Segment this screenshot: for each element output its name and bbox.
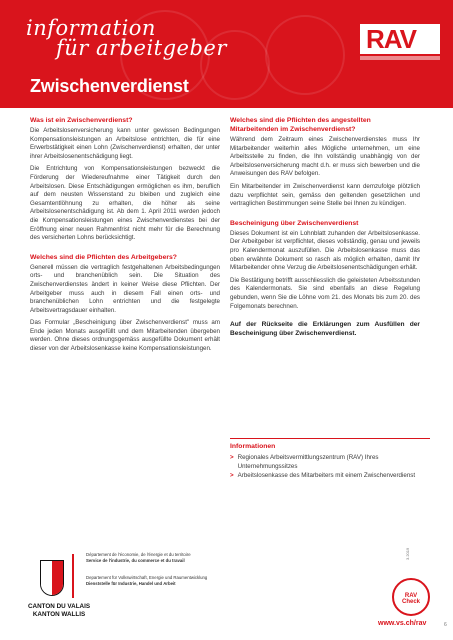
- section-heading: Was ist ein Zwischenverdienst?: [30, 117, 133, 124]
- paragraph: Die Arbeitslosenversicherung kann unter gewissen Bedingungen Kompensationsleistungen an Arbeitslose entrichten, die für eine Erwerbstätigkeit einen Lohn (Zwischenverdienst) erhalten, der unter ihrer Arbeitslosenentschädigung liegt.: [30, 127, 220, 160]
- department-de: Departement für Volkswirtschaft, Energie und Raumentwicklung Dienststelle für Industrie, Handel und Arbeit: [86, 575, 208, 586]
- script-line-1: information: [26, 16, 156, 40]
- paragraph: Die Entrichtung von Kompensationsleistungen bezweckt die Förderung der Wiedereufnahme einer Tätigkeit durch den Arbeitslosen. Diese Entschädigungen ermöglichen es ihm, beruflich auf dem neusten Wissenstand zu bleiben und zugleich eine Gesamtentlöhnung zu erhalten, die höher als seine Arbeitslosenentschädigung ist. Ab dem 1. April 2011 werden jedoch die Kompensationsleistungen eines Zwischenverdienstes bei der Eröffnung einer neuen Rahmenfrist nicht mehr für die Berechnung des versicherten Lohns berücksichtigt.: [30, 165, 220, 242]
- rav-logo-text: RAV: [366, 24, 416, 54]
- paragraph: Ein Mitarbeitender im Zwischenverdienst kann demzufolge plötzlich dazu verpflichtet sein, gemäss den geltenden gesetzlichen und vertraglichen Bestimmungen seine Stelle bei Ihnen zu kündigen.: [230, 182, 420, 208]
- canton-crest-icon: [40, 560, 64, 596]
- department-fr: Département de l'économie, de l'énergie et du territoire Service de l'industrie, du commerce et du travail: [86, 552, 191, 563]
- print-code: 3.2019: [405, 547, 410, 560]
- right-column: [230, 116, 420, 342]
- list-item: > Arbeitslosenkasse des Mitarbeiters mit einem Zwischenverdienst: [230, 472, 416, 479]
- information-heading: Informationen: [230, 443, 276, 450]
- canton-name: CANTON DU VALAIS KANTON WALLIS: [28, 603, 91, 618]
- footer-divider: [72, 554, 74, 598]
- script-line-2: für arbeitgeber: [56, 36, 227, 60]
- page-number: 6: [444, 622, 447, 628]
- paragraph: Generell müssen die vertraglich festgehaltenen Arbeitsbedingungen orts- und branchenüblich sein. Die Situation des Zwischenverdienstes ändert in keiner Weise diese Pflichten. Der Arbeitgeber muss auch in diesem Fall einen orts- und branchenüblichen Lohn entrichten und die festgelegte Arbeitsvertragsdauer einhalten.: [30, 263, 220, 314]
- rav-logo: [360, 24, 440, 54]
- left-column: [30, 116, 220, 358]
- back-side-note: Auf der Rückseite die Erklärungen zum Ausfüllen der Bescheinigung über Zwischenverdienst.: [230, 321, 420, 337]
- chevron-right-icon: >: [230, 472, 234, 479]
- section-heading: Welches sind die Pflichten des angestellten Mitarbeitenden im Zwischenverdienst?: [230, 117, 371, 133]
- page-title: Zwischenverdienst: [30, 76, 189, 96]
- paragraph: Während dem Zeitraum eines Zwischenverdienstes muss Ihr Mitarbeitender weiterhin alles Mögliche unternehmen, um eine Arbeitsstelle zu finden, die Ihn vollständig unabhängig von der Arbeitslosenversicherung macht d.h. er muss sich bewerben und die Anweisungen des RAV befolgen.: [230, 136, 420, 178]
- website-link[interactable]: www.vs.ch/rav: [378, 620, 427, 627]
- paragraph: Dieses Dokument ist ein Lohnblatt zuhanden der Arbeitslosenkasse. Der Arbeitgeber ist verpflichtet, dieses vollständig, genau und jeweils pro Kalendermonat auszufüllen. Die Arbeitslosenkasse muss das oben erwähnte Dokument so rasch als möglich erhalten, damit Ihr Mitarbeitender ohne Verzug die Arbeitslosenentschädigungen erhält.: [230, 229, 420, 272]
- list-item: > Regionales Arbeitsvermittlungszentrum (RAV) Ihres Unternehmungssitzes: [230, 454, 379, 470]
- logo-subline: [360, 56, 440, 60]
- information-list: [230, 453, 430, 480]
- decor-circle: [265, 15, 345, 95]
- section-heading: Welches sind die Pflichten des Arbeitgebers?: [30, 253, 177, 261]
- paragraph: Die Bestätigung betrifft ausschliesslich die geleisteten Arbeitsstunden des Kalendermonats. Sie sind ebenfalls an diese Regelung gebunden, wenn Sie die Löhne vom 21. des Monats bis zum 20. des Folgemonats berechnen.: [230, 276, 420, 310]
- section-heading: Bescheinigung über Zwischenverdienst: [230, 219, 359, 227]
- header-banner: [0, 0, 453, 108]
- information-box: [230, 438, 430, 480]
- chevron-right-icon: >: [230, 454, 234, 461]
- paragraph: Das Formular „Bescheinigung über Zwischenverdienst" muss am Ende jeden Monats ausgefüllt und dem Mitarbeitenden übergeben werden. Ohne dieses ordnungsgemäss ausgefüllte Dokument erhält dieser von der Arbeitslosenkasse keine Kompensationsleistungen.: [30, 319, 220, 353]
- rav-check-badge-icon: RAV Check: [392, 578, 430, 616]
